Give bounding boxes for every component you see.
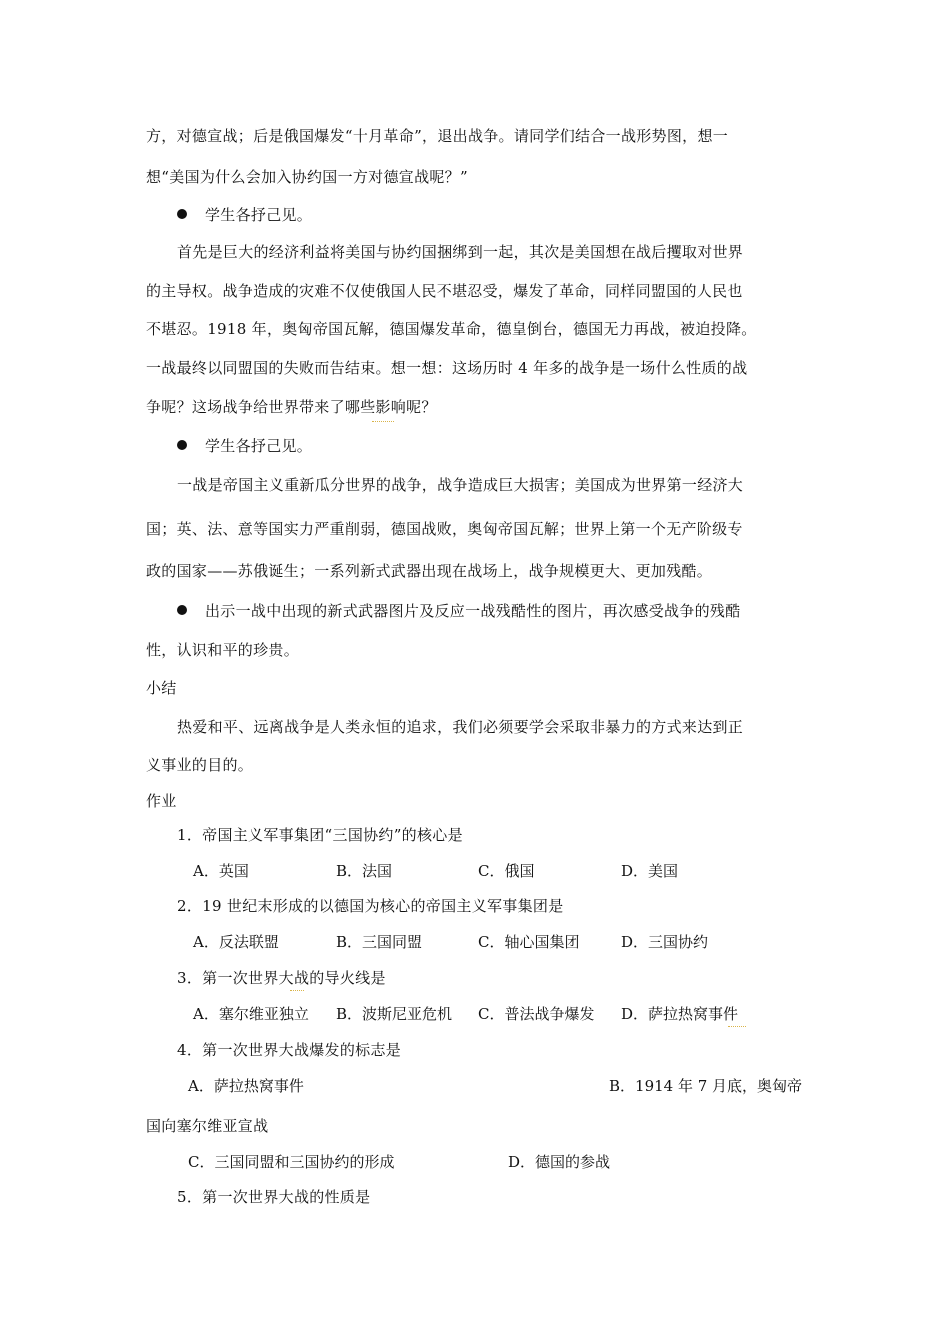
paragraph-line: 国；英、法、意等国实力严重削弱，德国战败，奥匈帝国瓦解；世界上第一个无产阶级专 [146,520,743,538]
question-option: C．三国同盟和三国协约的形成 [188,1153,395,1171]
paragraph-line: 的主导权。战争造成的灾难不仅使俄国人民不堪忍受，爆发了革命，同样同盟国的人民也 [146,282,743,300]
question-option: B．波斯尼亚危机 [336,1005,453,1023]
question-option: B．法国 [336,862,393,880]
section-heading-homework: 作业 [146,792,177,810]
question-option: B．1914 年 7 月底，奥匈帝 [609,1077,803,1095]
question-stem: 5．第一次世界大战的性质是 [177,1188,371,1206]
spellcheck-underline [290,986,304,991]
paragraph-line: 性，认识和平的珍贵。 [146,641,300,659]
bullet-icon [177,209,187,219]
question-option: A．塞尔维亚独立 [193,1005,309,1023]
bullet-icon [177,440,187,450]
paragraph-line: 争呢？这场战争给世界带来了哪些影响呢？ [146,398,437,416]
bullet-item [177,205,837,225]
bullet-text: 学生各抒己见。 [205,437,313,455]
question-option: D．美国 [621,862,679,880]
question-stem: 3．第一次世界大战的导火线是 [177,969,386,987]
paragraph-line: 政的国家——苏俄诞生；一系列新式武器出现在战场上，战争规模更大、更加残酷。 [146,562,713,580]
bullet-icon [177,605,187,615]
question-option: A．萨拉热窝事件 [188,1077,304,1095]
question-stem: 4．第一次世界大战爆发的标志是 [177,1041,402,1059]
question-option: D．德国的参战 [508,1153,611,1171]
spellcheck-underline [728,1022,746,1027]
section-heading-summary: 小结 [146,679,177,697]
question-option: A．反法联盟 [193,933,279,951]
question-option: B．三国同盟 [336,933,423,951]
paragraph-line: 一战最终以同盟国的失败而告结束。想一想：这场历时 4 年多的战争是一场什么性质的战 [146,359,748,377]
paragraph-line: 首先是巨大的经济利益将美国与协约国捆绑到一起，其次是美国想在战后攫取对世界 [177,243,744,261]
spellcheck-underline [372,417,394,422]
question-option: C．俄国 [478,862,535,880]
question-option: D．三国协约 [621,933,709,951]
question-option: C．轴心国集团 [478,933,580,951]
question-option-continuation: 国向塞尔维亚宣战 [146,1117,269,1135]
question-stem: 2．19 世纪末形成的以德国为核心的帝国主义军事集团是 [177,897,564,915]
question-option: D．萨拉热窝事件 [621,1005,739,1023]
paragraph-line: 一战是帝国主义重新瓜分世界的战争，战争造成巨大损害；美国成为世界第一经济大 [177,476,744,494]
question-option: A．英国 [193,862,249,880]
bullet-text: 出示一战中出现的新式武器图片及反应一战残酷性的图片，再次感受战争的残酷 [205,602,741,620]
bullet-item [177,436,837,456]
paragraph-line: 方，对德宣战；后是俄国爆发“十月革命”，退出战争。请同学们结合一战形势图，想一 [146,127,729,145]
paragraph-line: 想“美国为什么会加入协约国一方对德宣战呢？” [146,168,468,186]
paragraph-line: 义事业的目的。 [146,756,254,774]
question-option: C．普法战争爆发 [478,1005,595,1023]
bullet-item [177,601,837,621]
question-stem: 1．帝国主义军事集团“三国协约”的核心是 [177,826,463,844]
paragraph-line: 热爱和平、远离战争是人类永恒的追求，我们必须要学会采取非暴力的方式来达到正 [177,718,744,736]
bullet-text: 学生各抒己见。 [205,206,313,224]
paragraph-line: 不堪忍。1918 年，奥匈帝国瓦解，德国爆发革命，德皇倒台，德国无力再战，被迫投降。 [146,320,757,338]
